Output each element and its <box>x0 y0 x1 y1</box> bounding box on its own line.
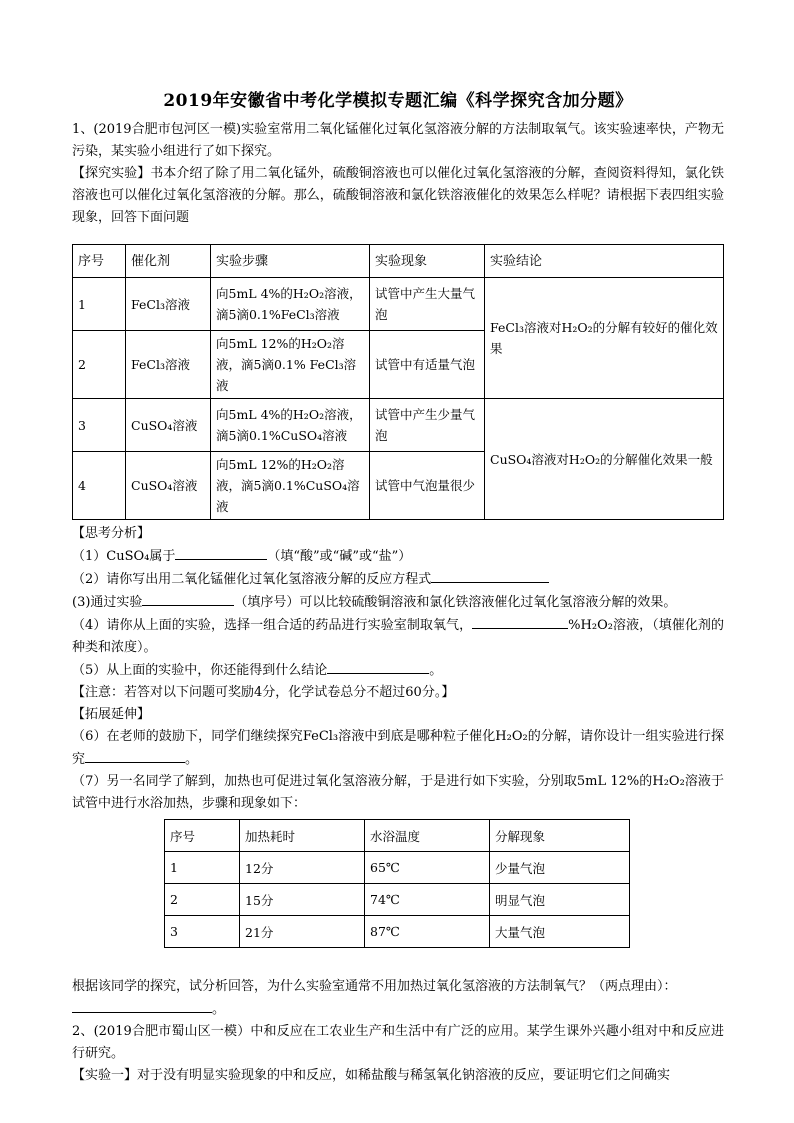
cell-catalyst: FeCl₃溶液 <box>126 278 211 331</box>
header-cell: 序号 <box>165 820 240 852</box>
q1-part3-text: (3)通过实验 <box>72 595 143 610</box>
header-cell: 实验现象 <box>370 245 485 278</box>
cell-no: 2 <box>165 884 240 916</box>
q1-part6-end: 。 <box>185 752 199 767</box>
experiment-table <box>72 244 724 520</box>
document-page <box>72 86 724 1087</box>
q1-part4-rest: %H₂O₂溶液，（填催化剂的种类和浓度）。 <box>72 618 724 655</box>
extend-heading: 【拓展延伸】 <box>72 707 151 722</box>
sub-question-7: （7）另一名同学了解到，加热也可促进过氧化氢溶液分解，于是进行如下实验，分别取5mL 12%的H₂O₂溶液于试管中进行水浴加热，步骤和现象如下： <box>72 774 724 811</box>
cell-phenomenon: 试管中气泡量很少 <box>370 452 485 520</box>
cell-no: 2 <box>73 331 126 399</box>
page-title: 2019年安徽省中考化学模拟专题汇编《科学探究含加分题》 <box>163 91 633 111</box>
q1-part1-text: （1）CuSO₄属于 <box>72 549 176 564</box>
q1-explore: 【探究实验】书本介绍了除了用二氧化锰外，硫酸铜溶液也可以催化过氧化氢溶液的分解，查阅资料得知，氯化铁溶液也可以催化过氧化氢溶液的分解。那么，硫酸铜溶液和氯化铁溶液催化的效果怎么样呢？请根据下表四组实验现象，回答下面问题 <box>72 166 724 225</box>
q1-final-question: 根据该同学的探究，试分析回答，为什么实验室通常不用加热过氧化氢溶液的方法制氧气？（两点理由）： <box>72 979 677 994</box>
cell-temp: 74℃ <box>365 884 490 916</box>
cell-no: 1 <box>73 278 126 331</box>
q1-intro: 1、(2019合肥市包河区一模)实验室常用二氧化锰催化过氧化氢溶液分解的方法制取氧气。该实验速率快，产物无污染，某实验小组进行了如下探究。 <box>72 122 724 159</box>
cell-phenomenon: 明显气泡 <box>490 884 630 916</box>
cell-catalyst: FeCl₃溶液 <box>126 331 211 399</box>
table-header-row <box>165 820 630 852</box>
cell-temp: 87℃ <box>365 916 490 948</box>
q1-part6-text: （6）在老师的鼓励下，同学们继续探究FeCl₃溶液中到底是哪种粒子催化H₂O₂的分解，请你设计一组实验进行探究 <box>72 729 724 767</box>
bonus-note: 【注意：若答对以下问题可奖励4分，化学试卷总分不超过60分。】 <box>72 685 455 700</box>
answer-blank[interactable] <box>327 659 429 674</box>
q1-part3-rest: （填序号）可以比较硫酸铜溶液和氯化铁溶液催化过氧化氢溶液分解的效果。 <box>234 595 677 610</box>
table-row <box>73 399 724 452</box>
sub-question-4 <box>72 614 724 659</box>
table-row <box>165 852 630 884</box>
cell-step: 向5mL 12%的H₂O₂溶液，滴5滴0.1% FeCl₃溶液 <box>211 331 370 399</box>
sub-question-6 <box>72 726 724 771</box>
cell-time: 15分 <box>240 884 365 916</box>
cell-phenomenon: 试管中产生少量气泡 <box>370 399 485 452</box>
heating-table <box>164 819 630 948</box>
table-header-row <box>73 245 724 278</box>
sub-question-2 <box>72 568 724 591</box>
answer-blank[interactable] <box>472 614 568 629</box>
cell-no: 4 <box>73 452 126 520</box>
answer-blank[interactable] <box>142 591 234 606</box>
q1-part5-end: 。 <box>429 663 443 678</box>
table-row <box>73 278 724 331</box>
answer-blank[interactable] <box>431 568 549 583</box>
table-row <box>165 916 630 948</box>
header-cell: 实验步骤 <box>211 245 370 278</box>
cell-time: 12分 <box>240 852 365 884</box>
cell-phenomenon: 大量气泡 <box>490 916 630 948</box>
cell-catalyst: CuSO₄溶液 <box>126 399 211 452</box>
answer-blank[interactable] <box>72 998 212 1013</box>
sub-question-3 <box>72 591 724 614</box>
header-cell: 实验结论 <box>485 245 724 278</box>
cell-no: 3 <box>165 916 240 948</box>
cell-phenomenon: 试管中有适量气泡 <box>370 331 485 399</box>
q2-experiment-1: 【实验一】对于没有明显实验现象的中和反应，如稀盐酸与稀氢氧化钠溶液的反应，要证明它们之间确实 <box>72 1068 671 1083</box>
q1-part5-text: （5）从上面的实验中，你还能得到什么结论 <box>72 663 328 678</box>
q1-part4-text: （4）请你从上面的实验，选择一组合适的药品进行实验室制取氧气， <box>72 618 473 633</box>
answer-blank[interactable] <box>175 545 267 560</box>
header-cell: 水浴温度 <box>365 820 490 852</box>
cell-conclusion: FeCl₃溶液对H₂O₂的分解有较好的催化效果 <box>485 278 724 399</box>
q1-final-answer-line <box>72 998 724 1021</box>
cell-no: 1 <box>165 852 240 884</box>
cell-conclusion: CuSO₄溶液对H₂O₂的分解催化效果一般 <box>485 399 724 520</box>
cell-phenomenon: 少量气泡 <box>490 852 630 884</box>
cell-step: 向5mL 4%的H₂O₂溶液，滴5滴0.1%FeCl₃溶液 <box>211 278 370 331</box>
cell-phenomenon: 试管中产生大量气泡 <box>370 278 485 331</box>
cell-step: 向5mL 4%的H₂O₂溶液，滴5滴0.1%CuSO₄溶液 <box>211 399 370 452</box>
header-cell: 分解现象 <box>490 820 630 852</box>
header-cell: 序号 <box>73 245 126 278</box>
table-row <box>165 884 630 916</box>
q1-part2-text: （2）请你写出用二氧化锰催化过氧化氢溶液分解的反应方程式 <box>72 572 432 587</box>
cell-no: 3 <box>73 399 126 452</box>
cell-time: 21分 <box>240 916 365 948</box>
spacer <box>72 948 724 976</box>
header-cell: 催化剂 <box>126 245 211 278</box>
q1-part1-hint: （填“酸”或“碱”或“盐”） <box>267 549 412 564</box>
cell-catalyst: CuSO₄溶液 <box>126 452 211 520</box>
q2-intro: 2、(2019合肥市蜀山区一模）中和反应在工农业生产和生活中有广泛的应用。某学生课外兴趣小组对中和反应进行研究。 <box>72 1024 724 1061</box>
cell-step: 向5mL 12%的H₂O₂溶液，滴5滴0.1%CuSO₄溶液 <box>211 452 370 520</box>
answer-blank[interactable] <box>85 748 185 763</box>
sub-question-5 <box>72 659 724 682</box>
analysis-heading: 【思考分析】 <box>72 526 151 541</box>
header-cell: 加热耗时 <box>240 820 365 852</box>
cell-temp: 65℃ <box>365 852 490 884</box>
sub-question-1 <box>72 545 724 568</box>
q1-final-end: 。 <box>212 1002 226 1017</box>
